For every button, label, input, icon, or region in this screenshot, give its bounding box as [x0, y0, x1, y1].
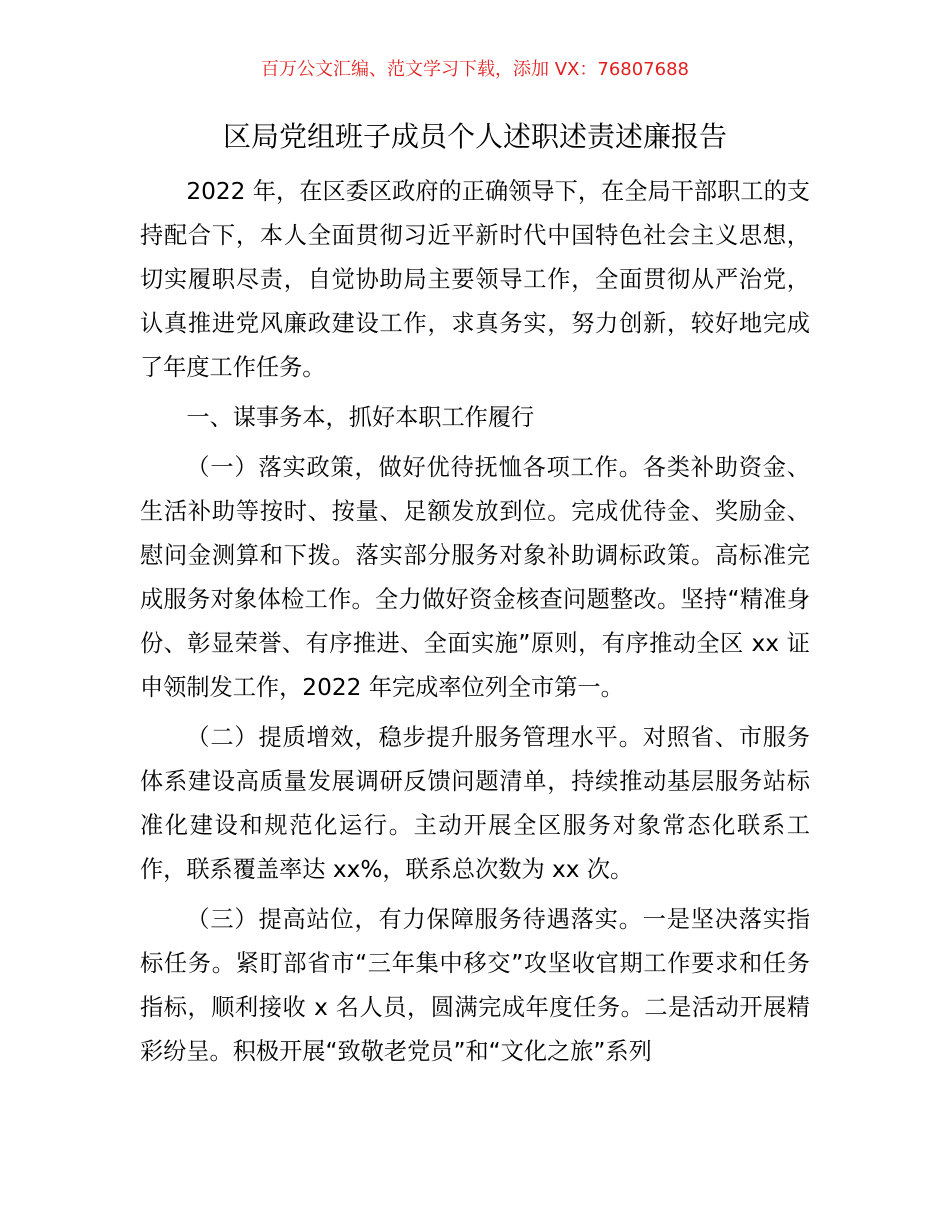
section-heading-1: 一、谋事务本，抓好本职工作履行 — [186, 404, 535, 431]
watermark-header: 百万公文汇编、范文学习下载，添加 VX：76807688 — [261, 59, 689, 80]
document-title: 区局党组班子成员个人述职述责述廉报告 — [222, 120, 727, 153]
paragraph-subsection-2: （二）提质增效，稳步提升服务管理水平。对照省、市服务体系建设高质量发展调研反馈问题清单，持续推动基层服务站标准化建设和规范化运行。主动开展全区服务对象常态化联系工作，联系覆盖率达 xx%，联系总次数为 xx 次。 — [140, 724, 810, 883]
paragraph-subsection-1: （一）落实政策，做好优待抚恤各项工作。各类补助资金、生活补助等按时、按量、足额发放到位。完成优待金、奖励金、慰问金测算和下拨。落实部分服务对象补助调标政策。高标准完成服务对象体检工作。全力做好资金核查问题整改。坚持“精准身份、彰显荣誉、有序推进、全面实施”原则，有序推动全区 xx 证申领制发工作，2022 年完成率位列全市第一。 — [140, 454, 810, 701]
paragraph-subsection-3: （三）提高站位，有力保障服务待遇落实。一是坚决落实指标任务。紧盯部省市“三年集中移交”攻坚收官期工作要求和任务指标，顺利接收 x 名人员，圆满完成年度任务。二是活动开展精彩纷呈。积极开展“致敬老党员”和“文化之旅”系列 — [140, 906, 810, 1065]
document-body — [140, 170, 810, 1074]
paragraph-intro: 2022 年，在区委区政府的正确领导下，在全局干部职工的支持配合下，本人全面贯彻习近平新时代中国特色社会主义思想，切实履职尽责，自觉协助局主要领导工作，全面贯彻从严治党，认真推进党风廉政建设工作，求真务实，努力创新，较好地完成了年度工作任务。 — [140, 178, 810, 381]
